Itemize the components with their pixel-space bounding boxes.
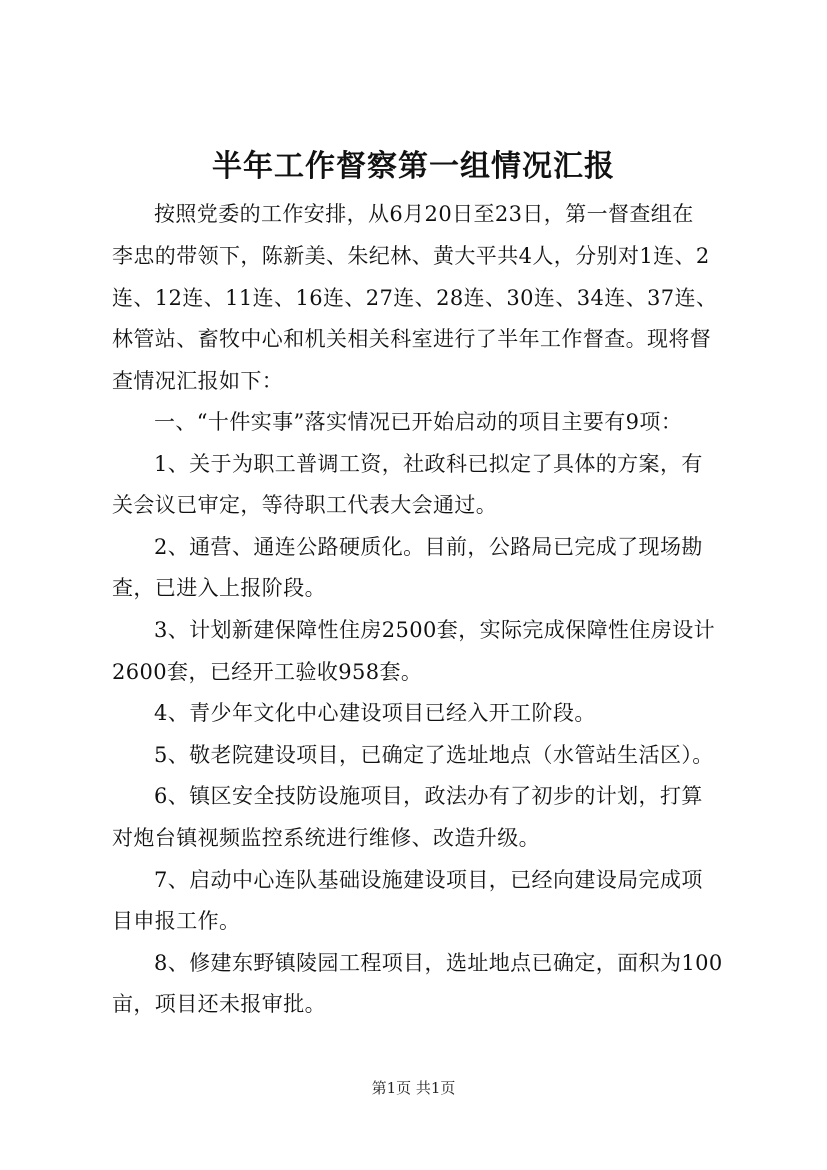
item-1-line-2: 关会议已审定，等待职工代表大会通过。 bbox=[112, 493, 498, 517]
item-7-line-1: 7、启动中心连队基础设施建设项目，已经向建设局完成项 bbox=[154, 868, 703, 892]
item-5-line-1: 5、敬老院建设项目，已确定了选址地点（水管站生活区）。 bbox=[154, 743, 714, 767]
item-6-line-2: 对炮台镇视频监控系统进行维修、改造升级。 bbox=[112, 826, 540, 850]
item-3-line-2: 2600套，已经开工验收958套。 bbox=[112, 660, 423, 684]
item-8-line-1: 8、修建东野镇陵园工程项目，选址地点已确定，面积为100 bbox=[154, 951, 723, 975]
item-2-line-2: 查，已进入上报阶段。 bbox=[112, 576, 326, 600]
document-title: 半年工作督察第一组情况汇报 bbox=[212, 149, 615, 184]
paragraph-intro-line-4: 林管站、畜牧中心和机关相关科室进行了半年工作督查。现将督 bbox=[112, 327, 712, 351]
paragraph-intro-line-3: 连、12连、11连、16连、27连、28连、30连、34连、37连、 bbox=[112, 286, 718, 310]
paragraph-intro-line-2: 李忠的带领下，陈新美、朱纪林、黄大平共4人，分别对1连、2 bbox=[112, 244, 710, 268]
paragraph-intro-line-5: 查情况汇报如下： bbox=[112, 369, 284, 393]
section-heading-1: 一、“十件实事”落实情况已开始启动的项目主要有9项： bbox=[154, 410, 683, 434]
paragraph-intro-line-1: 按照党委的工作安排，从6月20日至23日，第一督查组在 bbox=[154, 202, 694, 226]
item-7-line-2: 目申报工作。 bbox=[112, 909, 241, 933]
item-8-line-2: 亩，项目还未报审批。 bbox=[112, 992, 326, 1016]
item-1-line-1: 1、关于为职工普调工资，社政科已拟定了具体的方案，有 bbox=[154, 452, 703, 476]
item-4-line-1: 4、青少年文化中心建设项目已经入开工阶段。 bbox=[154, 701, 596, 725]
page-footer: 第1页 共1页 bbox=[371, 1079, 456, 1097]
item-3-line-1: 3、计划新建保障性住房2500套，实际完成保障性住房设计 bbox=[154, 618, 716, 642]
item-2-line-1: 2、通营、通连公路硬质化。目前，公路局已完成了现场勘 bbox=[154, 535, 703, 559]
item-6-line-1: 6、镇区安全技防设施项目，政法办有了初步的计划，打算 bbox=[154, 784, 703, 808]
